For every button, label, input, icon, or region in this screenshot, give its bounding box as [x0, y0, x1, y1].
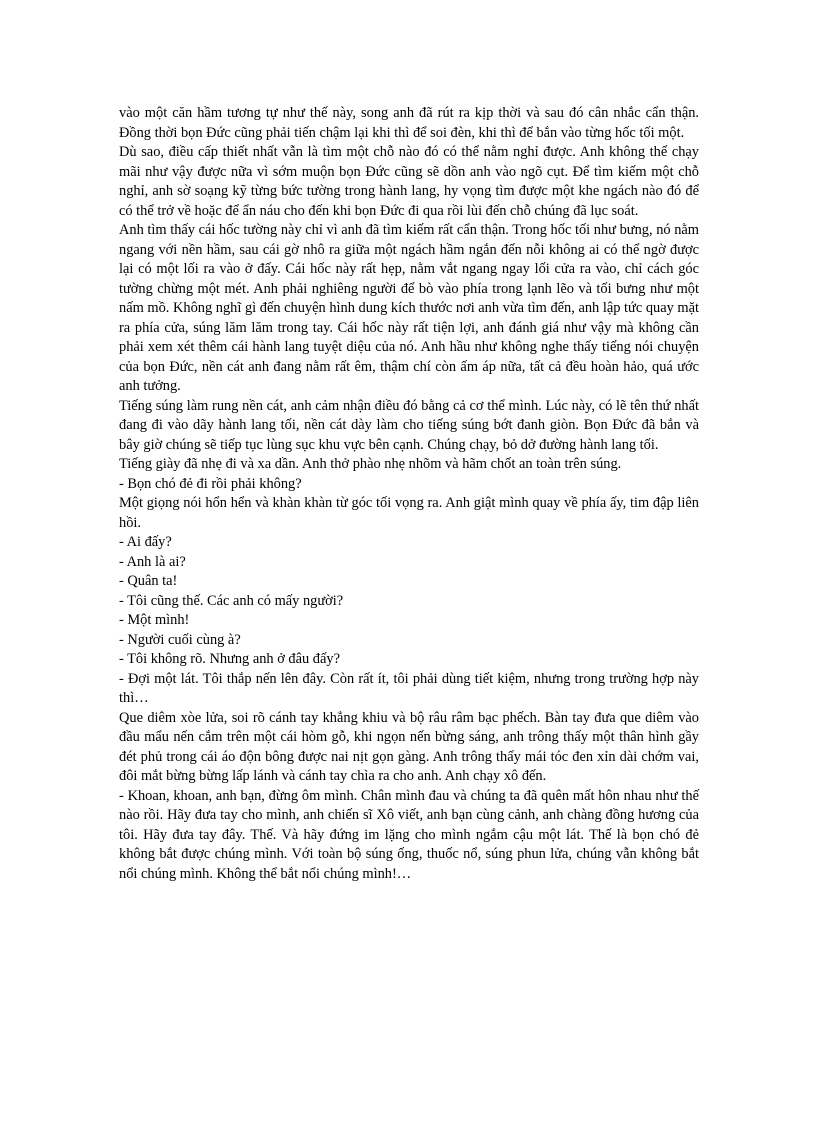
- paragraph-footsteps-fade: Tiếng giày đã nhẹ đi và xa dần. Anh thở phào nhẹ nhõm và hãm chốt an toàn trên súng.: [119, 456, 622, 472]
- dialogue-line: - Bọn chó đẻ đi rồi phải không?: [119, 475, 302, 492]
- paragraph-wall-niche: Anh tìm thấy cái hốc tường này chỉ vì anh đã tìm kiếm rất cẩn thận. Trong hốc tối như bưng, nó nằm ngang với nền hầm, sau cái gờ nhô ra giữa một ngách hầm ngắn đến nỗi không ai có thể ngờ được lại có một lối ra vào ở đấy. Cái hốc này rất hẹp, nằm vắt ngang ngay lối cửa ra vào, chỉ cách góc tường chừng một mét. Anh phải nghiêng người để bò vào phía trong lạnh lẽo và tối bưng như một nấm mồ. Không nghĩ gì đến chuyện hình dung kích thước nơi anh vừa tìm đến, anh lập tức quay mặt ra phía cửa, súng lăm lăm trong tay. Cái hốc này rất tiện lợi, anh đánh giá như vậy mà không cần phải xem xét thêm cái hành lang tuyệt diệu của nó. Anh hầu như không nghe thấy tiếng nói chuyện của bọn Đức, nền cát anh đang nằm rất êm, thậm chí còn ấm áp nữa, tất cả đều hoàn hảo, quá ước anh tưởng.: [119, 222, 699, 394]
- dialogue-line: - Quân ta!: [119, 573, 178, 589]
- paragraph-hoarse-voice: Một giọng nói hổn hển và khàn khàn từ góc tối vọng ra. Anh giật mình quay về phía ấy, tim đập liên hồi.: [119, 495, 699, 531]
- dialogue-line: - Đợi một lát. Tôi thắp nến lên đây. Còn rất ít, tôi phải dùng tiết kiệm, nhưng trong trường hợp này thì…: [119, 670, 699, 706]
- paragraph-match-light: Que diêm xòe lửa, soi rõ cánh tay khẳng khiu và bộ râu râm bạc phếch. Bàn tay đưa que diêm vào đầu mẩu nến cắm trên một cái hòm gỗ, khi ngọn nến bừng sáng, anh trông thấy một thân hình gầy đét phủ trong cái áo độn bông được nai nịt gọn gàng. Anh trông thấy mái tóc đen xỉn dài chớm vai, đôi mắt bừng bừng lấp lánh và cánh tay chìa ra cho anh. Anh chạy xô đến.: [119, 709, 699, 784]
- dialogue-line: - Một mình!: [119, 612, 190, 628]
- document-page: [119, 104, 699, 884]
- paragraph-greeting-speech: - Khoan, khoan, anh bạn, đừng ôm mình. Chân mình đau và chúng ta đã quên mất hôn nhau như thế nào rồi. Hãy đưa tay cho mình, anh chiến sĩ Xô viết, anh bạn cùng cảnh, anh chàng đồng hương của tôi. Hãy đưa tay đây. Thế. Và hãy đứng im lặng cho mình ngắm cậu một lát. Thế là bọn chó đẻ không bắt được chúng mình. Với toàn bộ súng ống, thuốc nổ, súng phun lửa, chúng vẫn không bắt nổi chúng mình. Không thể bắt nổi chúng mình!…: [119, 787, 699, 882]
- dialogue-line: - Tôi không rõ. Nhưng anh ở đâu đấy?: [119, 651, 340, 667]
- paragraph-gunfire: Tiếng súng làm rung nền cát, anh cảm nhận điều đó bằng cả cơ thể mình. Lúc này, có lẽ tên thứ nhất đang đi vào dãy hành lang tối, nền cát dày làm cho tiếng súng bớt đanh giòn. Bọn Đức đã bắn và bây giờ chúng sẽ tiếp tục lùng sục khu vực bên cạnh. Chúng chạy, bỏ dở đường hành lang tối.: [119, 397, 699, 453]
- dialogue-line: - Ai đấy?: [119, 534, 172, 550]
- paragraph-find-rest-place: Dù sao, điều cấp thiết nhất vẫn là tìm một chỗ nào đó có thể nằm nghỉ được. Anh không thể chạy mãi như vậy được nữa vì sớm muộn bọn Đức cũng sẽ dồn anh vào ngõ cụt. Để tìm kiếm một chỗ nghỉ, anh sờ soạng kỹ từng bức tường trong hành lang, hy vọng tìm được một khe ngách nào đó để có thể trở về hoặc để ẩn náu cho đến khi bọn Đức đi qua rồi lùi đến chỗ chúng đã lục soát.: [119, 144, 699, 219]
- dialogue-line: - Anh là ai?: [119, 553, 186, 570]
- dialogue-line: - Người cuối cùng à?: [119, 631, 241, 648]
- dialogue-line: - Tôi cũng thế. Các anh có mấy người?: [119, 592, 344, 609]
- paragraph-cellar-escape: vào một căn hầm tương tự như thế này, song anh đã rút ra kịp thời và sau đó cân nhắc cẩn thận. Đồng thời bọn Đức cũng phải tiến chậm lại khi thì để soi đèn, khi thì để bắn vào từng hốc tối một.: [119, 105, 699, 141]
